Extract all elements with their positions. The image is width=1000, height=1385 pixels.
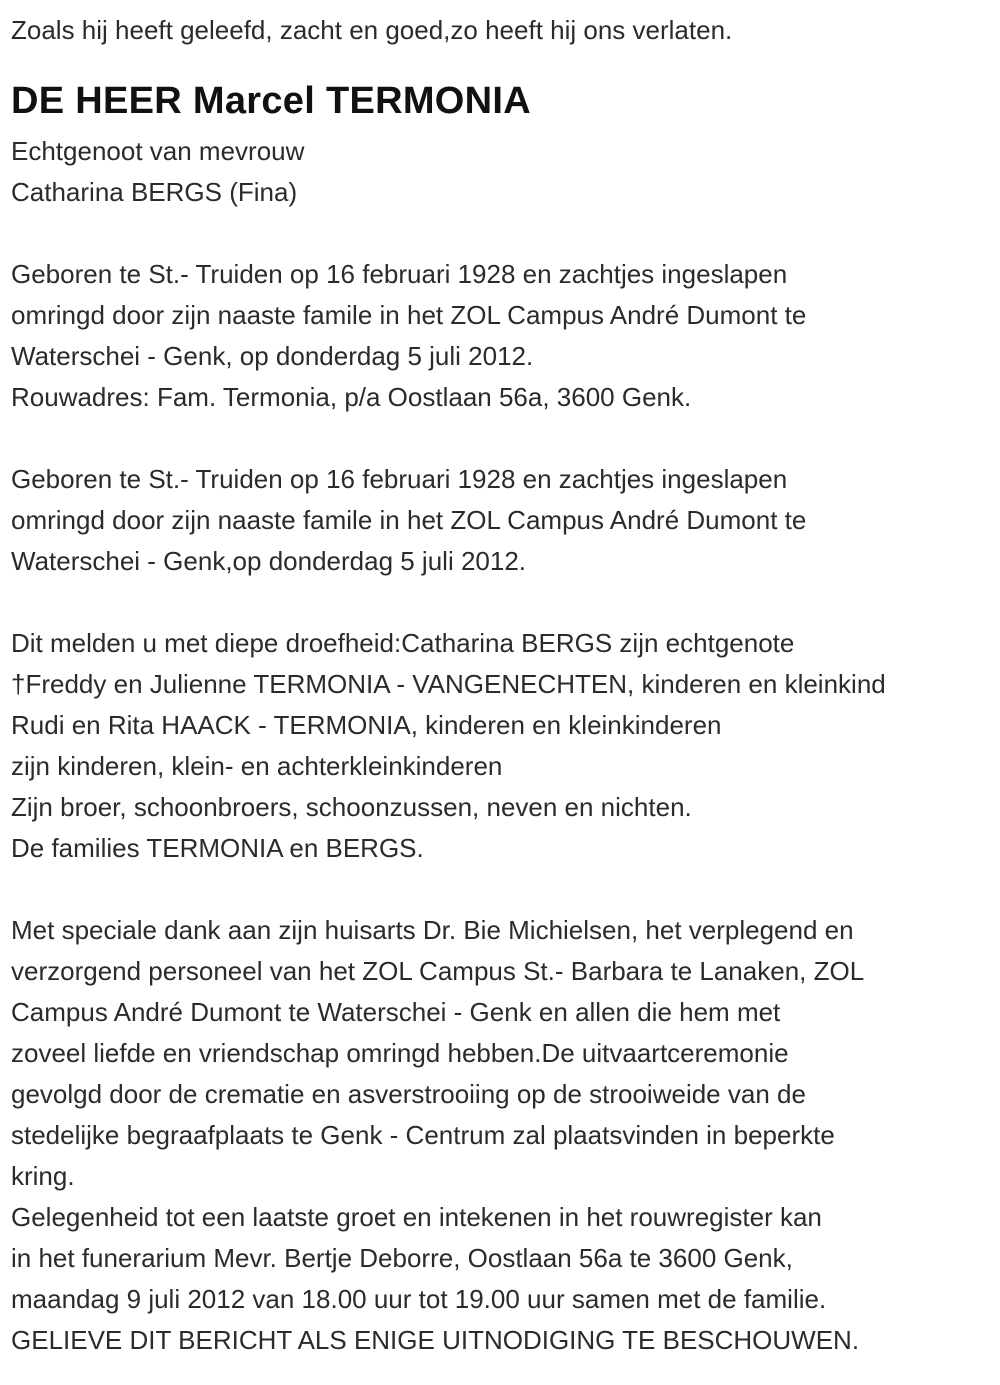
text-line: De families TERMONIA en BERGS.	[11, 833, 424, 863]
spouse-line: Echtgenoot van mevrouw	[11, 136, 305, 166]
text-line: Geboren te St.- Truiden op 16 februari 1928 en zachtjes ingeslapen	[11, 464, 788, 494]
spouse-line: Catharina BERGS (Fina)	[11, 177, 298, 207]
closing-line: GELIEVE DIT BERICHT ALS ENIGE UITNODIGING TE BESCHOUWEN.	[11, 1325, 860, 1355]
text-line: †Freddy en Julienne TERMONIA - VANGENECHTEN, kinderen en kleinkind	[11, 669, 886, 699]
paragraph-list	[11, 254, 988, 1320]
text-line: omringd door zijn naaste famile in het ZOL Campus André Dumont te	[11, 300, 807, 330]
text-line: Waterschei - Genk,op donderdag 5 juli 2012.	[11, 546, 527, 576]
text-line: maandag 9 juli 2012 van 18.00 uur tot 19.00 uur samen met de familie.	[11, 1284, 827, 1314]
text-line: Geboren te St.- Truiden op 16 februari 1928 en zachtjes ingeslapen	[11, 259, 788, 289]
text-line: omringd door zijn naaste famile in het ZOL Campus André Dumont te	[11, 505, 807, 535]
text-line: gevolgd door de crematie en asverstrooiing op de strooiweide van de	[11, 1079, 806, 1109]
text-line: verzorgend personeel van het ZOL Campus St.- Barbara te Lanaken, ZOL	[11, 956, 865, 986]
text-line: zoveel liefde en vriendschap omringd hebben.De uitvaartceremonie	[11, 1038, 789, 1068]
text-line: Gelegenheid tot een laatste groet en intekenen in het rouwregister kan	[11, 1202, 822, 1232]
paragraph	[11, 459, 988, 582]
intro-line: Zoals hij heeft geleefd, zacht en goed,zo heeft hij ons verlaten.	[11, 15, 733, 45]
text-line: Rouwadres: Fam. Termonia, p/a Oostlaan 56a, 3600 Genk.	[11, 382, 692, 412]
text-line: Campus André Dumont te Waterschei - Genk en allen die hem met	[11, 997, 781, 1027]
text-line: zijn kinderen, klein- en achterkleinkinderen	[11, 751, 503, 781]
deceased-name-title: DE HEER Marcel TERMONIA	[11, 80, 531, 122]
text-line: Waterschei - Genk, op donderdag 5 juli 2012.	[11, 341, 534, 371]
text-line: stedelijke begraafplaats te Genk - Centrum zal plaatsvinden in beperkte	[11, 1120, 835, 1150]
text-line: in het funerarium Mevr. Bertje Deborre, Oostlaan 56a te 3600 Genk,	[11, 1243, 793, 1273]
text-line: Zijn broer, schoonbroers, schoonzussen, neven en nichten.	[11, 792, 692, 822]
text-line: kring.	[11, 1161, 75, 1191]
paragraph	[11, 623, 988, 869]
spouse-block	[11, 131, 988, 213]
paragraph	[11, 254, 988, 418]
paragraph	[11, 910, 988, 1320]
text-line: Met speciale dank aan zijn huisarts Dr. Bie Michielsen, het verplegend en	[11, 915, 854, 945]
text-line: Dit melden u met diepe droefheid:Catharina BERGS zijn echtgenote	[11, 628, 795, 658]
text-line: Rudi en Rita HAACK - TERMONIA, kinderen en kleinkinderen	[11, 710, 722, 740]
